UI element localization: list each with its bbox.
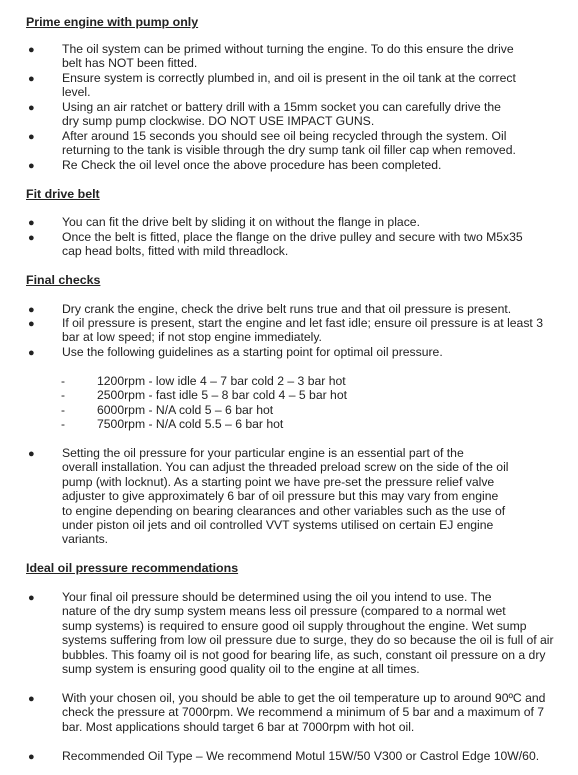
- heading-final-checks: Final checks: [26, 273, 101, 287]
- dash-marker: -: [61, 388, 65, 402]
- bullet: ●: [28, 751, 35, 763]
- bullet: ●: [28, 304, 35, 316]
- list-item: Dry crank the engine, check the drive belt runs true and that oil pressure is present.: [62, 302, 512, 316]
- bullet: ●: [28, 73, 35, 85]
- dash-marker: -: [61, 417, 65, 431]
- bullet: ●: [28, 160, 35, 172]
- guideline-item: 1200rpm - low idle 4 – 7 bar cold 2 – 3 bar hot: [97, 374, 346, 388]
- dash-marker: -: [61, 374, 65, 388]
- list-item: Using an air ratchet or battery drill with a 15mm socket you can carefully drive the dry sump pump clockwise. DO NOT USE IMPACT GUNS.: [62, 100, 501, 129]
- heading-prime-engine: Prime engine with pump only: [26, 15, 199, 29]
- guideline-item: 6000rpm - N/A cold 5 – 6 bar hot: [97, 403, 274, 417]
- list-item: Setting the oil pressure for your particular engine is an essential part of the overall installation. You can adjust the threaded preload screw on the side of the oil pump (with locknut). As a starting point we have pre-set the pressure relief valve adjuster to give approximately 6 bar of oil pressure but this may vary from engine to engine depending on bearing clearances and other variables such as the use of under piston oil jets and oil controlled VVT systems utilised on certain EJ engine variants.: [62, 446, 509, 547]
- list-item: With your chosen oil, you should be able to get the oil temperature up to around 90ºC and check the pressure at 7000rpm. We recommend a minimum of 5 bar and a maximum of 7 bar. Most applications should target 6 bar at 7000rpm with hot oil.: [62, 691, 546, 734]
- list-item: Recommended Oil Type – We recommend Motul 15W/50 V300 or Castrol Edge 10W/60.: [62, 749, 540, 763]
- bullet: ●: [28, 217, 35, 229]
- list-item: Re Check the oil level once the above procedure has been completed.: [62, 158, 442, 172]
- bullet: ●: [28, 693, 35, 705]
- list-item: If oil pressure is present, start the engine and let fast idle; ensure oil pressure is at least 3 bar at low speed; if not stop engine immediately.: [62, 316, 543, 345]
- bullet: ●: [28, 44, 35, 56]
- bullet: ●: [28, 232, 35, 244]
- list-item: Your final oil pressure should be determined using the oil you intend to use. The nature of the dry sump system means less oil pressure (compared to a normal wet sump systems) is required to ensure good oil supply throughout the engine. Wet sump systems suffering from low oil pressure due to surge, they do so because the oil is full of air bubbles. This foamy oil is not good for bearing life, as such, constant oil pressure on a dry sump system is ensuring good quality oil to the engine at all times.: [62, 590, 554, 677]
- bullet: ●: [28, 318, 35, 330]
- bullet: ●: [28, 592, 35, 604]
- bullet: ●: [28, 131, 35, 143]
- list-item: Use the following guidelines as a starting point for optimal oil pressure.: [62, 345, 443, 359]
- list-item: Ensure system is correctly plumbed in, and oil is present in the oil tank at the correct level.: [62, 71, 516, 100]
- dash-marker: -: [61, 403, 65, 417]
- heading-ideal-oil-pressure: Ideal oil pressure recommendations: [26, 561, 239, 575]
- heading-fit-drive-belt: Fit drive belt: [26, 187, 100, 201]
- list-item: Once the belt is fitted, place the flange on the drive pulley and secure with two M5x35 cap head bolts, fitted with mild threadlock.: [62, 230, 523, 259]
- list-item: The oil system can be primed without turning the engine. To do this ensure the drive belt has NOT been fitted.: [62, 42, 514, 71]
- list-item: After around 15 seconds you should see oil being recycled through the system. Oil returning to the tank is visible through the dry sump tank oil filler cap when removed.: [62, 129, 516, 158]
- list-item: You can fit the drive belt by sliding it on without the flange in place.: [62, 215, 420, 229]
- bullet: ●: [28, 448, 35, 460]
- bullet: ●: [28, 102, 35, 114]
- guideline-item: 2500rpm - fast idle 5 – 8 bar cold 4 – 5 bar hot: [97, 388, 347, 402]
- guideline-item: 7500rpm - N/A cold 5.5 – 6 bar hot: [97, 417, 284, 431]
- bullet: ●: [28, 347, 35, 359]
